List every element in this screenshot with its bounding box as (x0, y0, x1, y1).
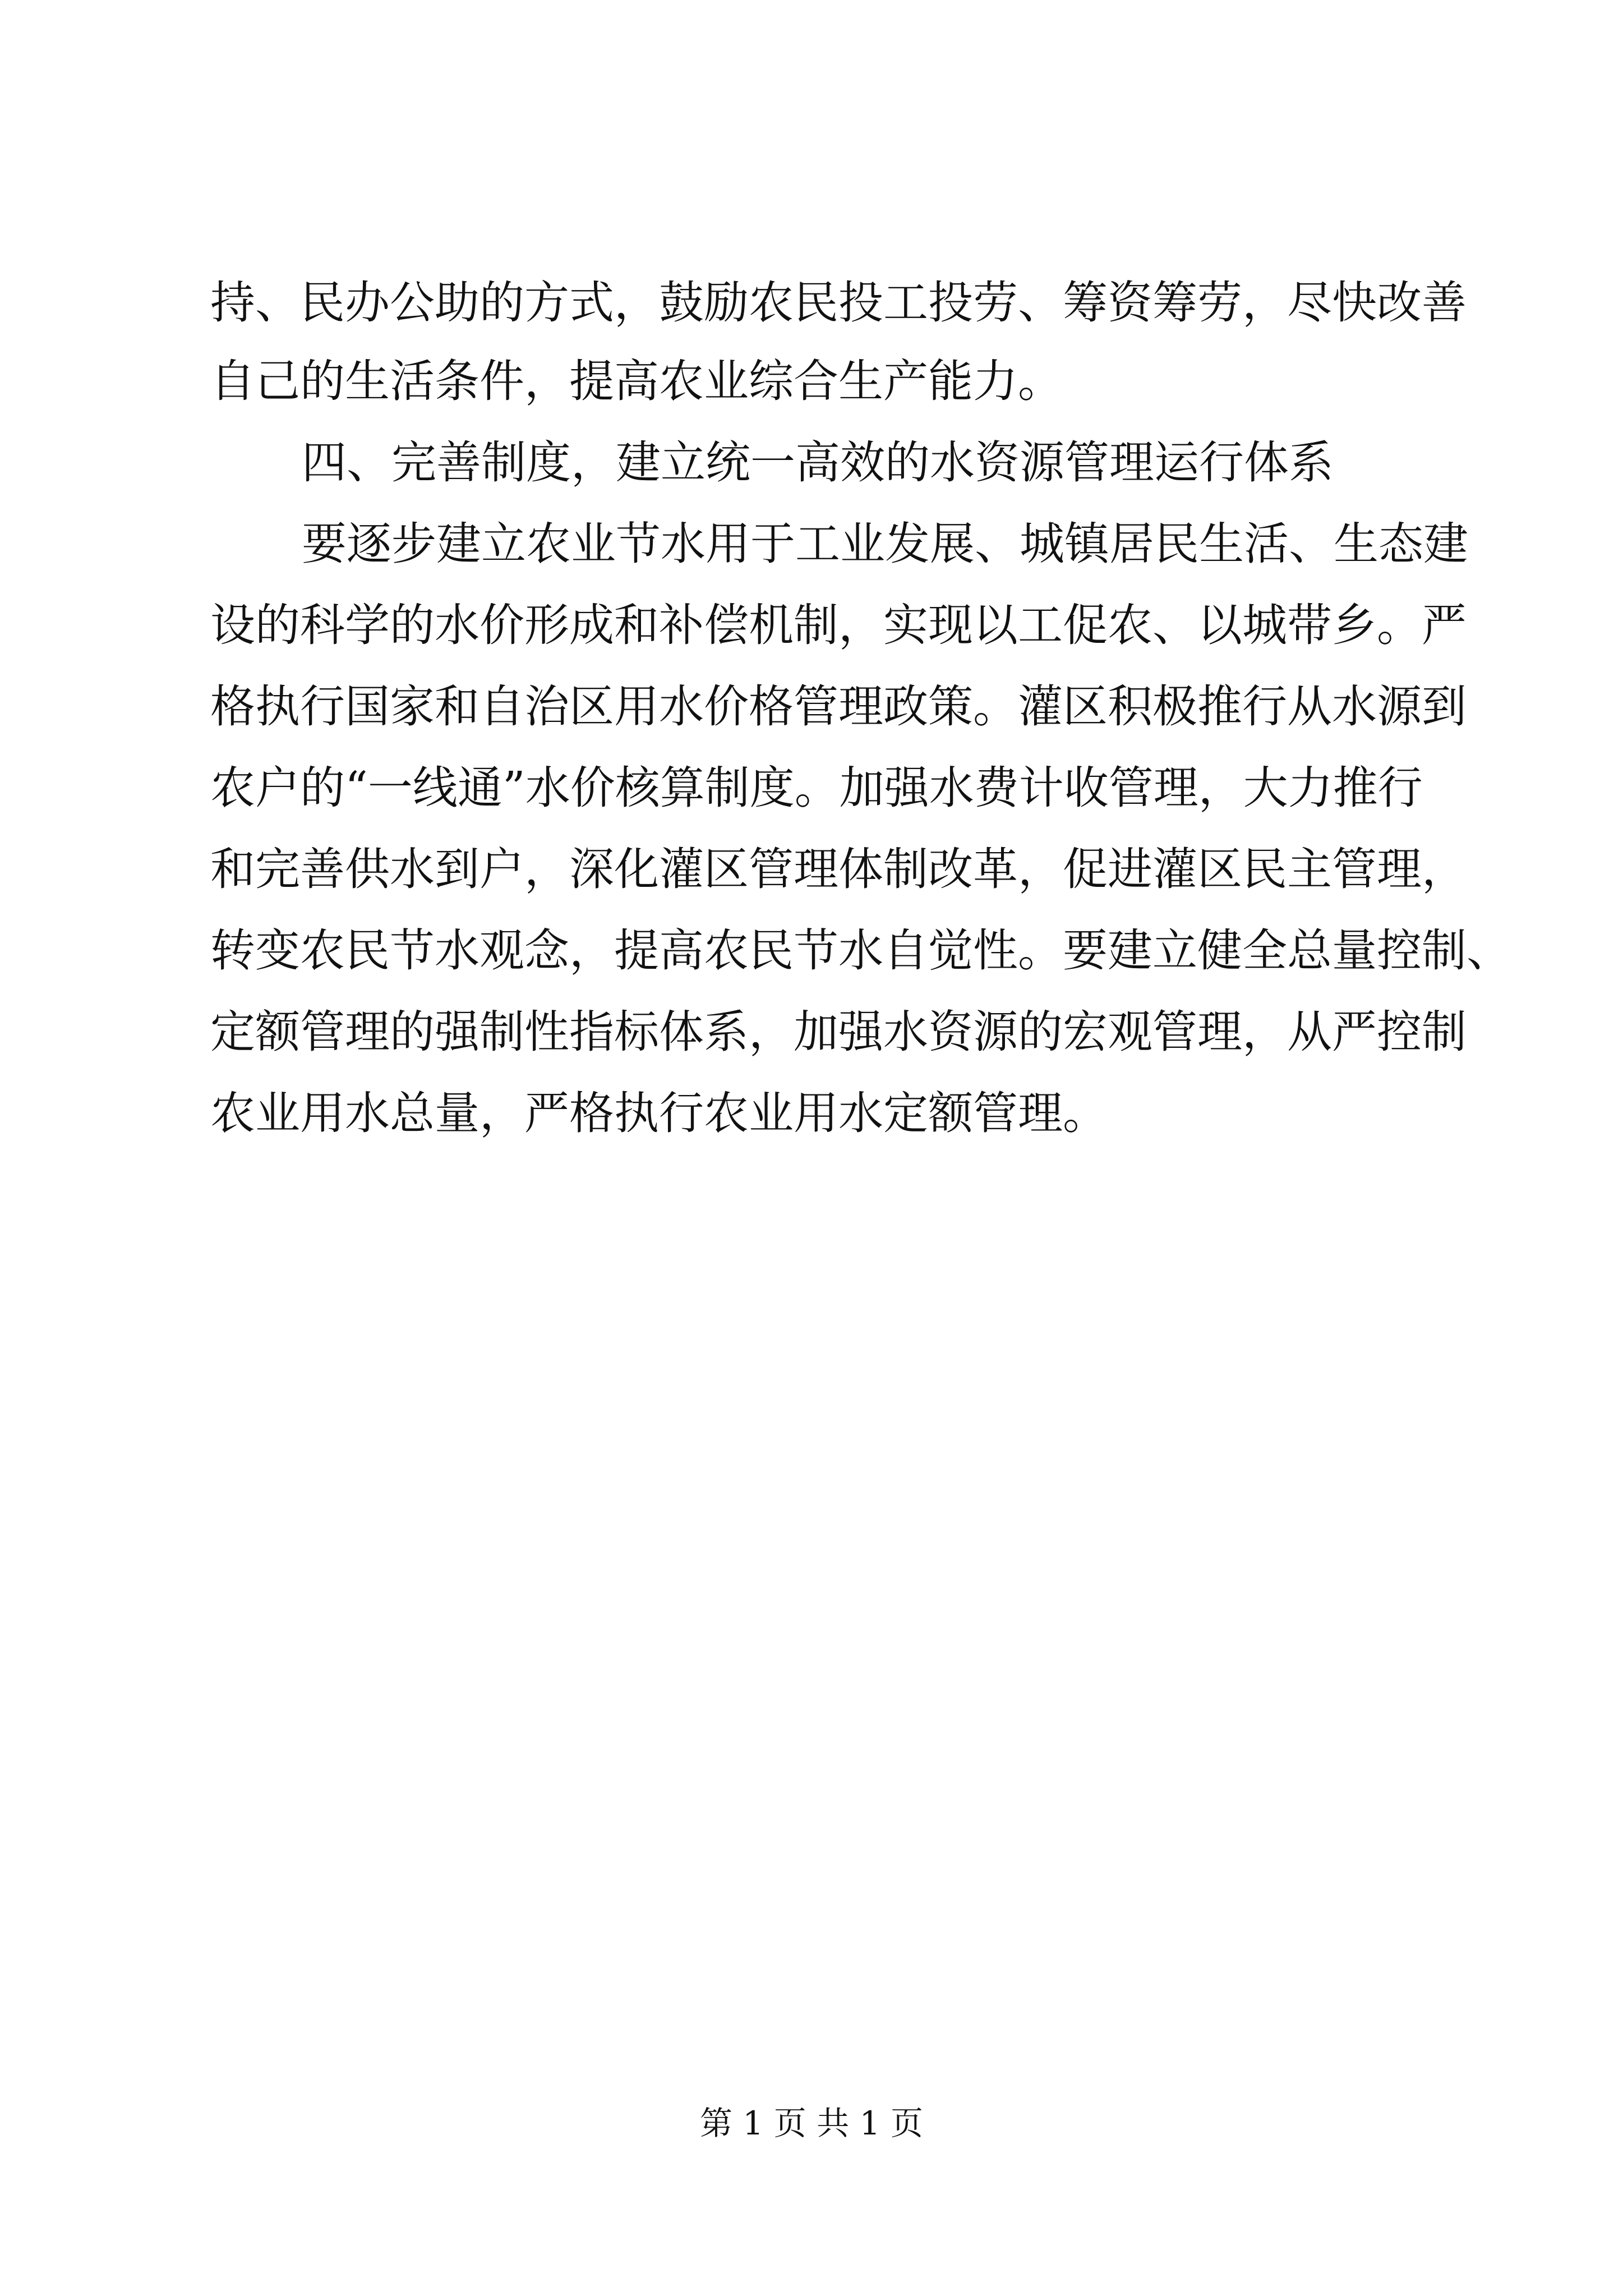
paragraph-line: 和完善供水到户，深化灌区管理体制改革，促进灌区民主管理， (210, 843, 1467, 895)
page-number-footer: 第 1 页 共 1 页 (700, 2104, 923, 2142)
paragraph-line: 农户的“一线通”水价核算制度。加强水费计收管理，大力推行 (210, 762, 1423, 814)
paragraph-line: 农业用水总量，严格执行农业用水定额管理。 (210, 1087, 1108, 1139)
paragraph-line: 持、民办公助的方式，鼓励农民投工投劳、筹资筹劳，尽快改善 (210, 277, 1467, 329)
paragraph-line: 要逐步建立农业节水用于工业发展、城镇居民生活、生态建 (302, 518, 1468, 570)
paragraph-line: 自己的生活条件，提高农业综合生产能力。 (210, 355, 1063, 407)
paragraph-line: 转变农民节水观念，提高农民节水自觉性。要建立健全总量控制、 (210, 924, 1511, 977)
paragraph-line: 格执行国家和自治区用水价格管理政策。灌区积极推行从水源到 (210, 680, 1467, 733)
section-heading: 四、完善制度，建立统一高效的水资源管理运行体系 (302, 436, 1334, 489)
paragraph-line: 设的科学的水价形成和补偿机制，实现以工促农、以城带乡。严 (210, 599, 1467, 651)
paragraph-line: 定额管理的强制性指标体系，加强水资源的宏观管理，从严控制 (210, 1006, 1467, 1058)
